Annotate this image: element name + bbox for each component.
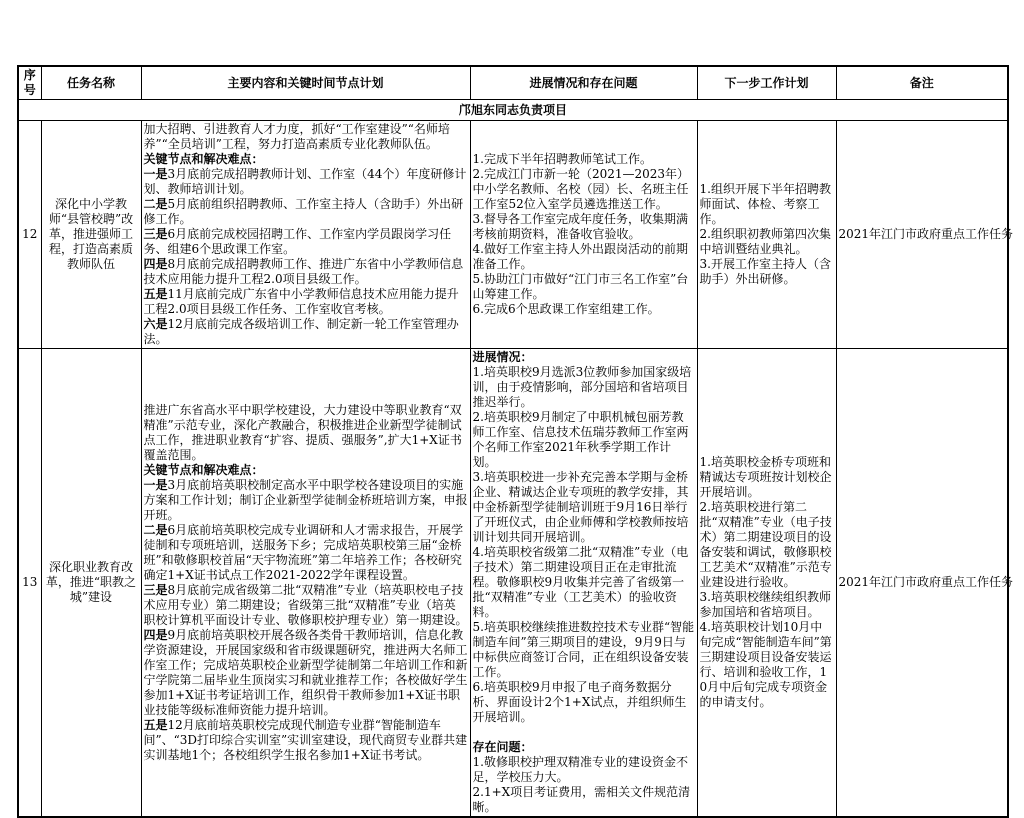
column-header-remarks: 备注 — [836, 66, 1008, 100]
row-12-serial: 12 — [18, 121, 41, 349]
section-title: 邝旭东同志负责项目 — [18, 100, 1008, 121]
column-header-task-name: 任务名称 — [41, 66, 141, 100]
row-13-serial: 13 — [18, 349, 41, 818]
row-12-remarks: 2021年江门市政府重点工作任务 — [836, 121, 1008, 349]
row-13-main-content: 推进广东省高水平中职学校建设，大力建设中等职业教育“双精准”示范专业，深化产教融合，积极推进企业新型学徒制试点工作，推进职业教育“扩容、提质、强服务”,扩大1+X证书覆盖范围。 关键节点和解决难点： 一是3月底前培英职校制定高水平中职学校各建设项目的实施方案和工作计划；制订企业新型学徒制金桥班培训方案，申报开班。 二是6月底前培英职校完成专业调研和人才需求报告，开展学徒制和专项班培训，送服务下乡；完成培英职校第三届“金桥班”和敬修职校首届“天宇物流班”第二年培养工作；各校研究确定1+X证书试点工作2021-2022学年课程设置。 三是8月底前完成省级第二批“双精准”专业（培英职校电子技术应用专业）第二期建设；省级第三批“双精准”专业（培英职校计算机平面设计专业、敬修职校护理专业）第一期建设。 四是9月底前培英职校开展各级各类骨干教师培训，信息化教学资源建设，开展国家级和省市级课题研究，推进两大名师工作室工作；完成培英职校企业新型学徒制第二年培训工作和新宁学院第二届毕业生顶岗实习和就业推荐工作；各校做好学生参加1+X证书考证培训工作，组织骨干教师参加1+X证书职业技能等级标准师资能力提升培训。 五是12月底前培英职校完成现代制造专业群“智能制造车间”、“3D打印综合实训室”实训室建设，现代商贸专业群共建实训基地1个；各校组织学生报名参加1+X证书考试。 — [141, 349, 470, 818]
section-row — [18, 100, 1008, 121]
column-header-serial: 序号 — [18, 66, 41, 100]
row-12-task-name: 深化中小学教师“县管校聘”改革，推进强师工程，打造高素质教师队伍 — [41, 121, 141, 349]
row-13-next-steps: 1.培英职校金桥专项班和精诚达专项班按计划校企开展培训。 2.培英职校进行第二批“双精准”专业（电子技术）第二期建设项目的设备安装和调试，敬修职校工艺美术“双精准”示范专业建设进行验收。 3.培英职校继续组织教师参加国培和省培项目。 4.培英职校计划10月中旬完成“智能制造车间”第三期建设项目设备安装运行、培训和验收工作，10月中后旬完成专项资金的申请支付。 — [697, 349, 836, 818]
column-header-main-content: 主要内容和关键时间节点计划 — [141, 66, 470, 100]
column-header-next-steps: 下一步工作计划 — [697, 66, 836, 100]
column-header-progress: 进展情况和存在问题 — [470, 66, 697, 100]
table-row-12 — [18, 121, 1008, 349]
row-12-progress: 1.完成下半年招聘教师笔试工作。 2.完成江门市新一轮（2021—2023年）中小学名教师、名校（园）长、名班主任工作室52位入室学员遴选推送工作。 3.督导各工作室完成年度任务，收集期满考核前期资料，准备收官验收。 4.做好工作室主持人外出跟岗活动的前期准备工作。 5.协助江门市做好“江门市三名工作室”台山筹建工作。 6.完成6个思政课工作室组建工作。 — [470, 121, 697, 349]
header-row — [18, 66, 1008, 100]
row-12-main-content: 加大招聘、引进教育人才力度，抓好“工作室建设”“名师培养”“全员培训”工程，努力打造高素质专业化教师队伍。 关键节点和解决难点： 一是3月底前完成招聘教师计划、工作室（44个）年度研修计划、教师培训计划。 二是5月底前组织招聘教师、工作室主持人（含助手）外出研修工作。 三是6月底前完成校园招聘工作、工作室内学员跟岗学习任务、组建6个思政课工作室。 四是8月底前完成招聘教师工作、推进广东省中小学教师信息技术应用能力提升工程2.0项目县级工作。 五是11月底前完成广东省中小学教师信息技术应用能力提升工程2.0项目县级工作任务、工作室收官考核。 六是12月底前完成各级培训工作、制定新一轮工作室管理办法。 — [141, 121, 470, 349]
row-13-remarks: 2021年江门市政府重点工作任务 — [836, 349, 1008, 818]
row-12-next-steps: 1.组织开展下半年招聘教师面试、体检、考察工作。 2.组织职初教师第四次集中培训暨结业典礼。 3.开展工作室主持人（含助手）外出研修。 — [697, 121, 836, 349]
table-row-13 — [18, 349, 1008, 818]
task-table — [17, 65, 1014, 818]
row-13-progress: 进展情况： 1.培英职校9月选派3位教师参加国家级培训，由于疫情影响，部分国培和省培项目推迟举行。 2.培英职校9月制定了中职机械包丽芳教师工作室、信息技术伍瑞芬教师工作室两个名师工作室2021年秋季学期工作计划。 3.培英职校进一步补充完善本学期与金桥企业、精诚达企业专项班的教学安排，其中金桥新型学徒制培训班于9月16日举行了开班仪式，由企业师傅和学校教师按培训计划共同开展培训。 4.培英职校省级第二批“双精准”专业（电子技术）第二期建设项目正在走审批流程。敬修职校9月收集并完善了省级第一批“双精准”专业（工艺美术）的验收资料。 5.培英职校继续推进数控技术专业群“智能制造车间”第三期项目的建设，9月9日与中标供应商签订合同，正在组织设备安装工作。 6.培英职校9月申报了电子商务数据分析、界面设计2个1+X试点，并组织师生开展培训。 存在问题： 1.敬修职校护理双精准专业的建设资金不足，学校压力大。 2.1+X项目考证费用，需相关文件规范清晰。 — [470, 349, 697, 818]
row-13-task-name: 深化职业教育改革，推进“职教之城”建设 — [41, 349, 141, 818]
